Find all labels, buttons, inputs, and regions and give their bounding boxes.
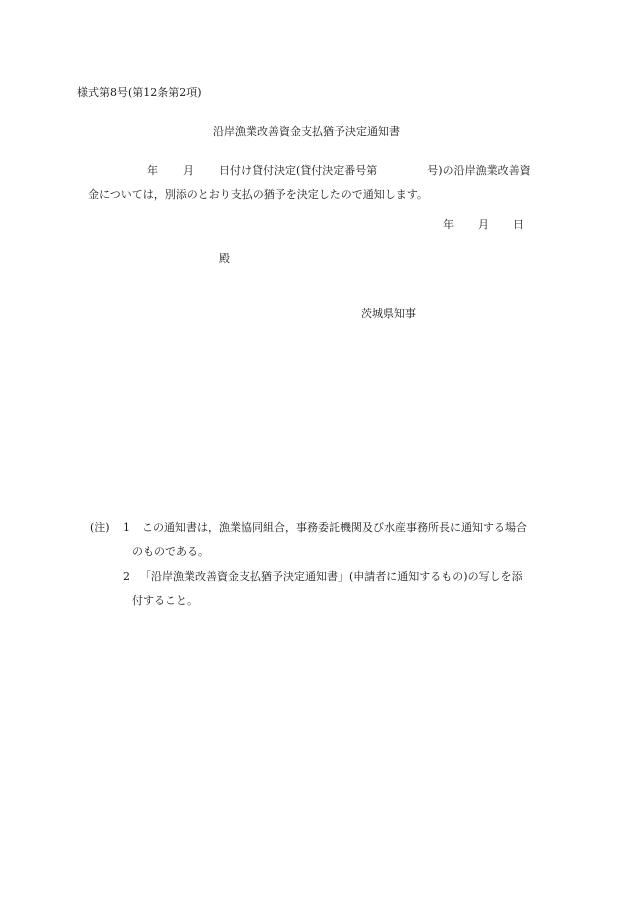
note-2-line-2: 付すること。 xyxy=(132,594,198,607)
notice-date xyxy=(443,219,524,230)
date-month: 月 xyxy=(478,218,489,231)
note-2-line-1: 「沿岸漁業改善資金支払猶予決定通知書」(申請者に通知するもの)の写しを添 xyxy=(140,570,523,583)
issuer: 茨城県知事 xyxy=(361,307,416,320)
body-month: 月 xyxy=(183,164,194,177)
body-number-tail: 号)の沿岸漁業改善資 xyxy=(427,164,531,177)
body-year: 年 xyxy=(147,164,158,177)
form-number: 様式第8号(第12条第2項) xyxy=(77,86,202,99)
date-day: 日 xyxy=(513,218,524,231)
note-1-line-1: この通知書は，漁業協同組合，事務委託機関及び水産事務所長に通知する場合 xyxy=(142,521,527,534)
document-title: 沿岸漁業改善資金支払猶予決定通知書 xyxy=(213,125,400,138)
note-1-line-2: のものである。 xyxy=(132,545,209,558)
body-line-2: 金については，別添のとおり支払の猶予を決定したので通知します。 xyxy=(88,188,428,201)
addressee-suffix: 殿 xyxy=(219,252,230,265)
body-day-phrase: 日付け貸付決定(貸付決定番号第 xyxy=(219,164,378,177)
note-1-number: 1 xyxy=(123,521,130,534)
body-line-1 xyxy=(147,165,531,176)
notes-label: (注) xyxy=(90,521,110,534)
note-2-number: 2 xyxy=(123,570,130,583)
date-year: 年 xyxy=(443,218,454,231)
